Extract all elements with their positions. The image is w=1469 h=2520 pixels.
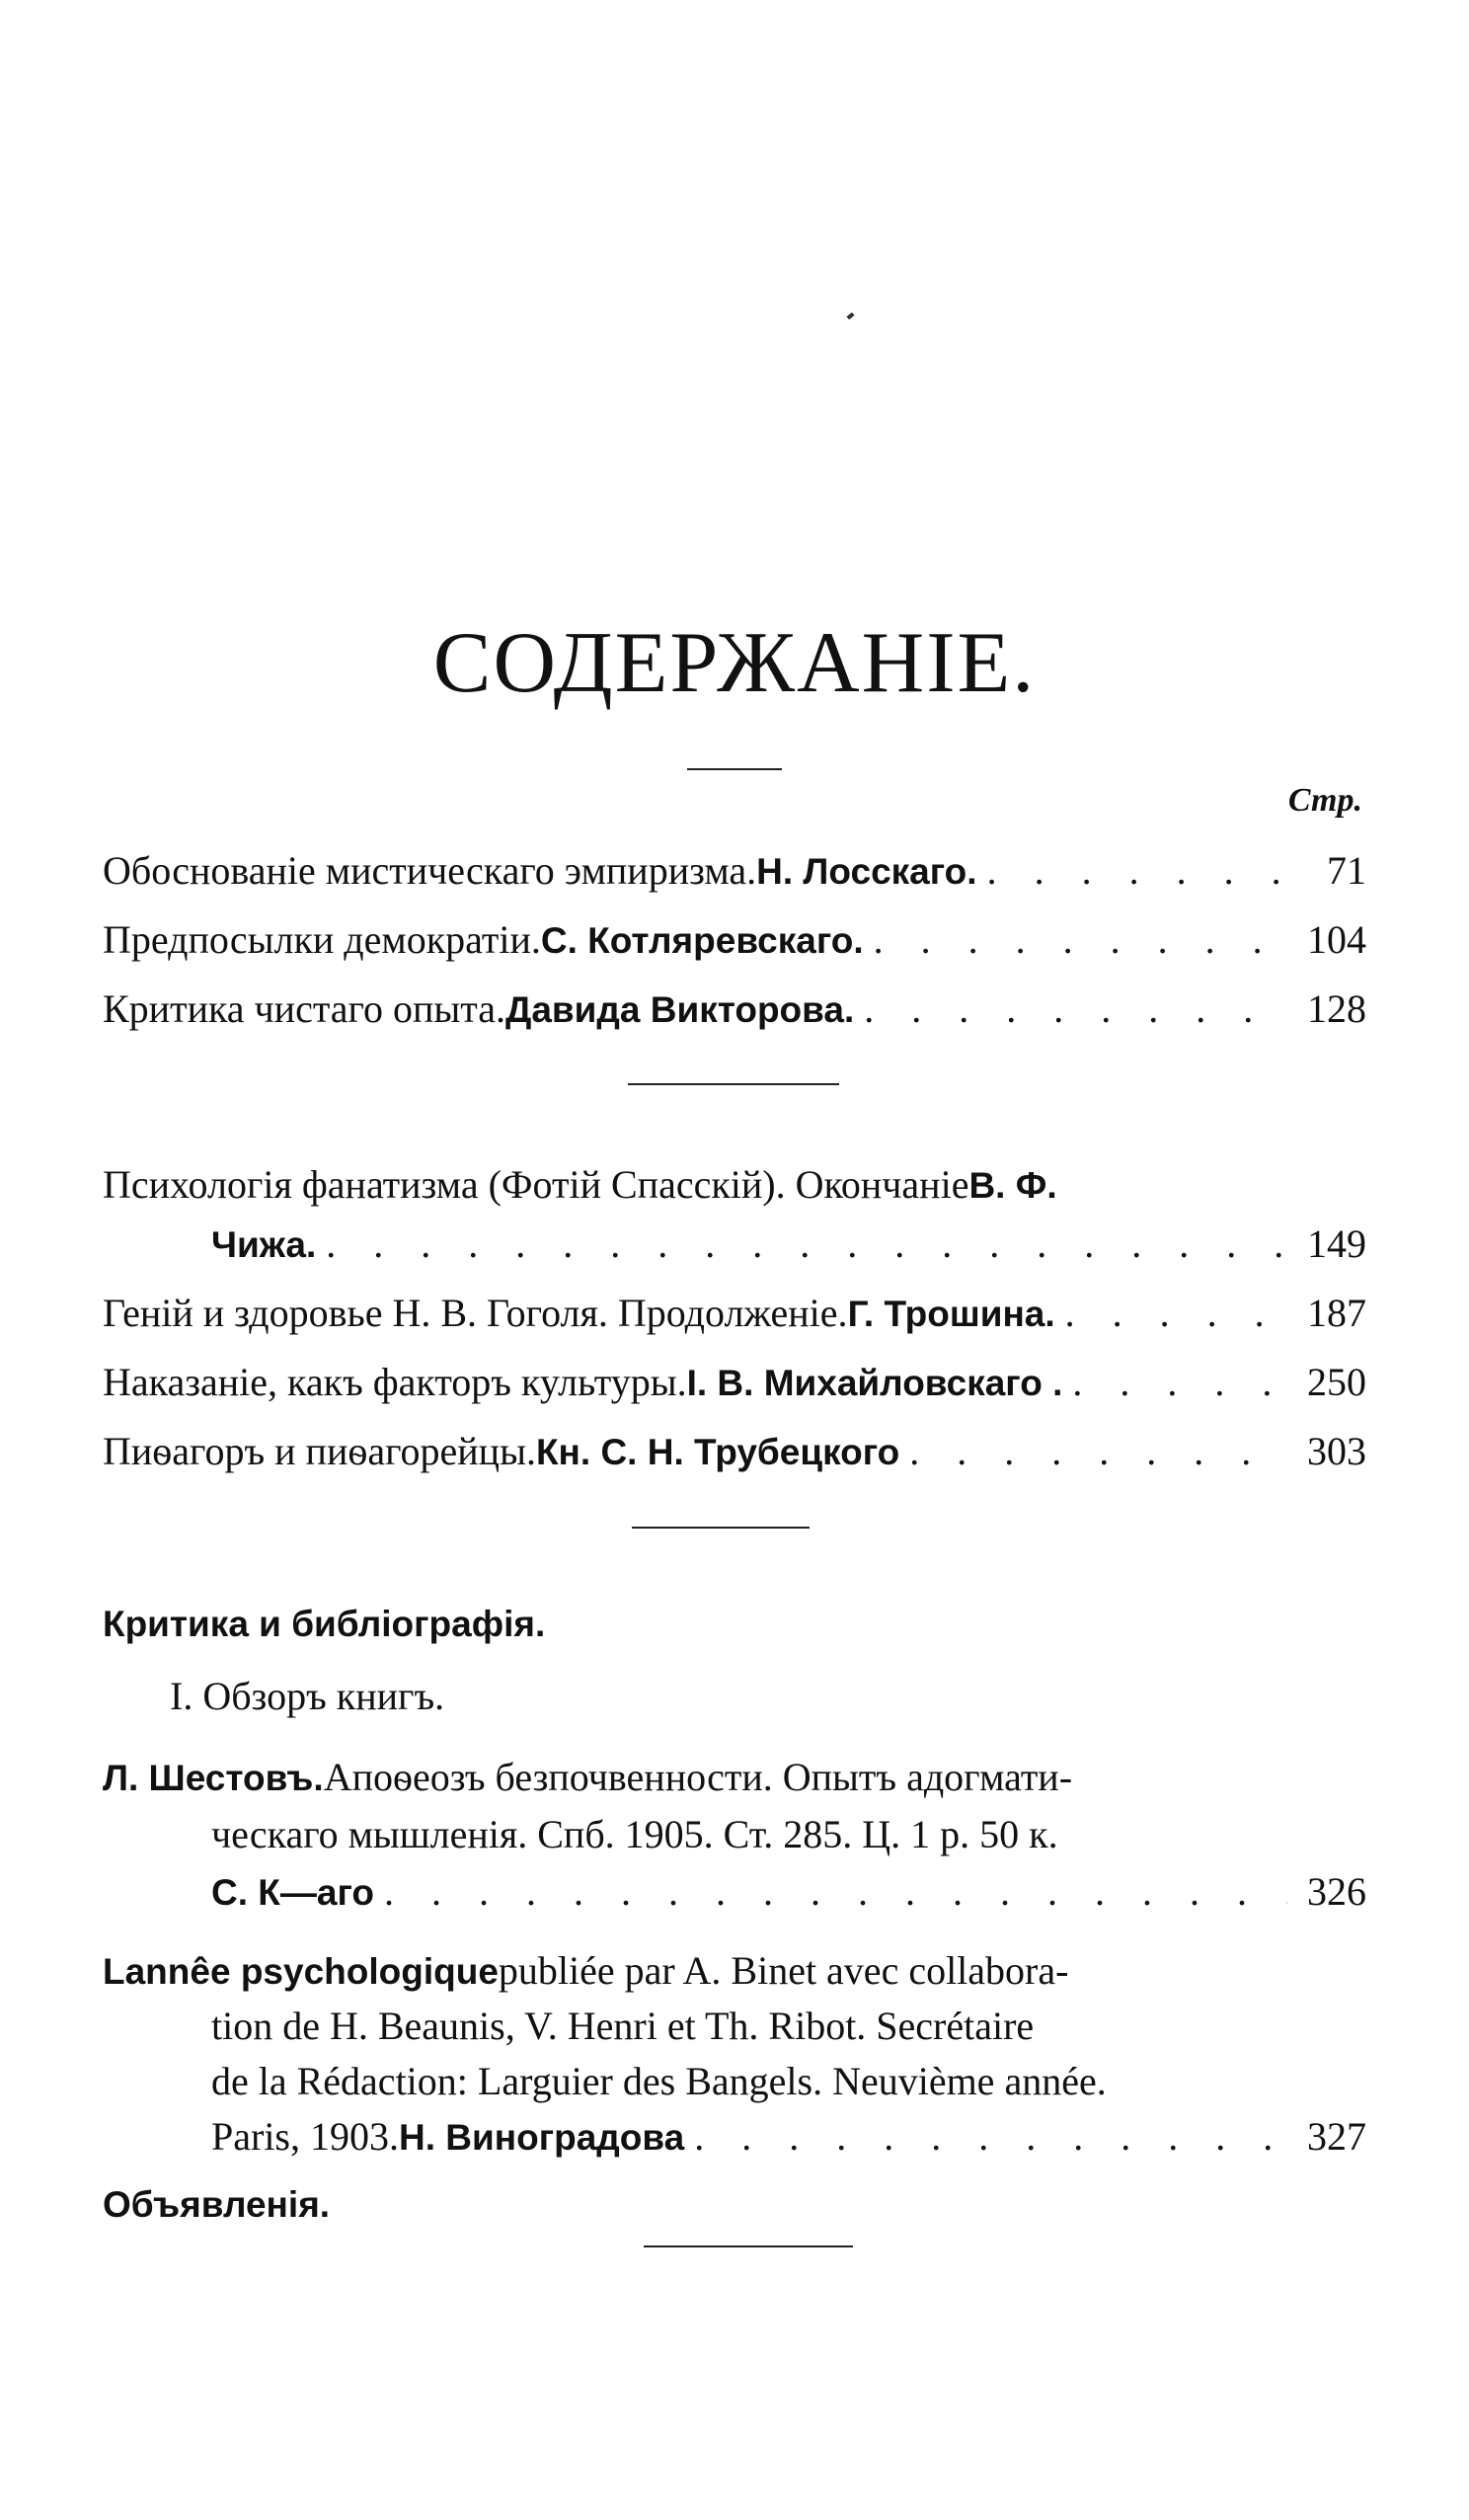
announcements-heading: Объявленія. bbox=[103, 2184, 331, 2225]
entry-page: 187 bbox=[1307, 1291, 1366, 1335]
dot-leader bbox=[864, 989, 1287, 1029]
toc-entry-continuation bbox=[103, 1221, 1366, 1266]
entry-page: 128 bbox=[1307, 986, 1366, 1031]
dot-leader bbox=[987, 851, 1287, 891]
book-title-line: publiée par A. Binet avec collabora- bbox=[498, 1948, 1069, 1993]
entry-title: Геній и здоровье Н. В. Гоголя. Продолженіе. bbox=[103, 1291, 848, 1335]
book-title-line: ческаго мышленія. Спб. 1905. Ст. 285. Ц. 1 р. 50 к. bbox=[211, 1812, 1058, 1856]
entry-author: Кн. С. Н. Трубецкого bbox=[535, 1432, 900, 1472]
entry-title: Критика чистаго опыта. bbox=[103, 986, 505, 1031]
page-title: СОДЕРЖАНІЕ. bbox=[432, 615, 1037, 711]
entry-author: Н. Лосскаго. bbox=[756, 851, 977, 892]
toc-entry bbox=[103, 848, 1366, 893]
book-entry-continuation bbox=[103, 1812, 1366, 1856]
toc-entry bbox=[103, 986, 1366, 1031]
entry-author: В. Ф. bbox=[968, 1165, 1057, 1206]
book-title-line: Апоѳеозъ безпочвенности. Опытъ адогмати- bbox=[323, 1755, 1073, 1799]
dot-leader bbox=[1065, 1294, 1287, 1333]
section-rule bbox=[632, 1527, 810, 1529]
book-title: Lannêe psychologique bbox=[103, 1951, 499, 1992]
book-reviewer: Н. Виноградова bbox=[399, 2117, 685, 2158]
book-title-line: de la Rédaction: Larguier des Bangels. Neuvième année. bbox=[211, 2059, 1107, 2103]
entry-page: 104 bbox=[1307, 917, 1366, 962]
entry-author: Давида Викторова. bbox=[504, 989, 855, 1030]
entry-author: Чижа. bbox=[211, 1224, 317, 1265]
entry-page: 327 bbox=[1307, 2114, 1366, 2159]
entry-title: Психологія фанатизма (Фотій Спасскій). Окончаніе bbox=[103, 1162, 969, 1207]
book-entry-continuation bbox=[103, 2059, 1366, 2103]
section-heading: Критика и библіографія. bbox=[103, 1604, 546, 1644]
entry-author: І. В. Михайловскаго . bbox=[686, 1363, 1063, 1403]
end-rule bbox=[644, 2245, 853, 2247]
entry-author: Г. Трошина. bbox=[847, 1294, 1055, 1334]
toc-entry bbox=[103, 1291, 1366, 1335]
book-entry-continuation bbox=[103, 1869, 1366, 1914]
toc-entry bbox=[103, 1429, 1366, 1473]
toc-entry bbox=[103, 1360, 1366, 1404]
entry-page: 149 bbox=[1307, 1221, 1366, 1266]
book-author: Л. Шестовъ. bbox=[103, 1758, 324, 1798]
dot-leader bbox=[694, 2117, 1287, 2157]
entry-author: С. Котляревскаго. bbox=[540, 920, 864, 961]
entry-page: 250 bbox=[1307, 1360, 1366, 1404]
title-rule bbox=[687, 768, 782, 770]
book-entry-continuation bbox=[103, 2114, 1366, 2159]
subsection-heading bbox=[103, 1674, 1366, 1718]
entry-title: Наказаніе, какъ факторъ культуры. bbox=[103, 1360, 687, 1404]
entry-page: 303 bbox=[1307, 1429, 1366, 1473]
book-entry bbox=[103, 1948, 1366, 1993]
entry-title: Предпосылки демократіи. bbox=[103, 917, 541, 962]
book-title-line: tion de H. Beaunis, V. Henri et Th. Ribot. Secrétaire bbox=[211, 2004, 1035, 2048]
ink-speck bbox=[847, 312, 855, 320]
dot-leader bbox=[1072, 1363, 1287, 1402]
subsection-heading-text: І. Обзоръ книгъ. bbox=[170, 1674, 445, 1718]
page-column-header: Стр. bbox=[1287, 782, 1362, 819]
dot-leader bbox=[326, 1224, 1287, 1264]
section-rule bbox=[628, 1083, 839, 1085]
dot-leader bbox=[384, 1872, 1287, 1912]
book-reviewer: С. К—аго bbox=[211, 1872, 374, 1913]
book-title-line: Paris, 1903. bbox=[211, 2114, 399, 2159]
toc-entry bbox=[103, 1162, 1366, 1207]
dot-leader bbox=[909, 1432, 1287, 1471]
entry-page: 71 bbox=[1327, 848, 1366, 893]
book-entry-continuation bbox=[103, 2004, 1366, 2048]
entry-title: Пиѳагоръ и пиѳагорейцы. bbox=[103, 1429, 536, 1473]
toc-entry bbox=[103, 917, 1366, 962]
book-entry bbox=[103, 1755, 1366, 1799]
entry-title: Обоснованіе мистическаго эмпиризма. bbox=[103, 848, 757, 893]
entry-page: 326 bbox=[1307, 1869, 1366, 1914]
dot-leader bbox=[874, 920, 1287, 960]
